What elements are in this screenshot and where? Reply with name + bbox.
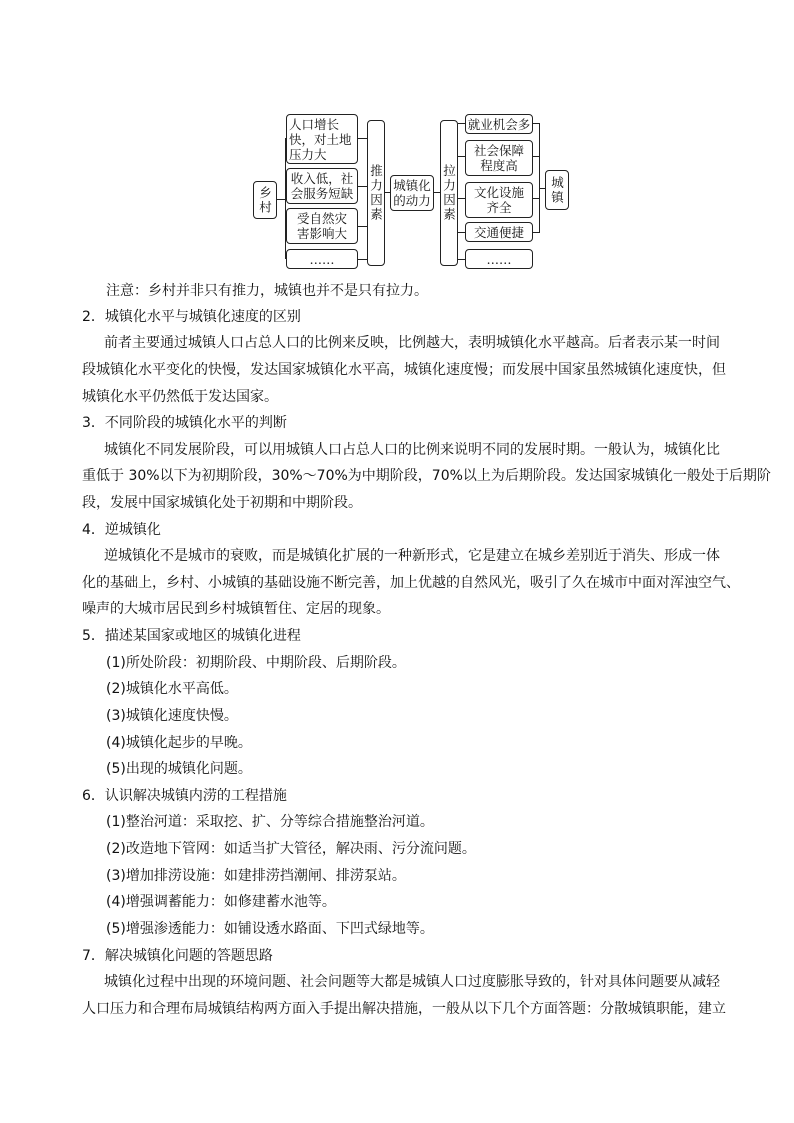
connector-line bbox=[358, 226, 367, 227]
pull-item-security: 社会保障程度高 bbox=[465, 140, 533, 176]
section-3-paragraph-line: 城镇化不同发展阶段，可以用城镇人口占总人口的比例来说明不同的发展时期。一般认为，城镇化比 bbox=[104, 442, 720, 458]
connector-line bbox=[277, 199, 285, 200]
section-6-item: (3)增加排涝设施：如建排涝挡潮闸、排涝泵站。 bbox=[106, 868, 406, 884]
pull-item-transport: 交通便捷 bbox=[465, 222, 533, 242]
pull-item-more: …… bbox=[465, 249, 533, 269]
section-3-paragraph-line: 段，发展中国家城镇化处于初期和中期阶段。 bbox=[82, 495, 362, 511]
push-item-population: 人口增长快，对土地压力大 bbox=[286, 114, 358, 164]
section-7-paragraph-line: 人口压力和合理布局城镇结构两方面入手提出解决措施，一般从以下几个方面答题：分散城镇职能，建立 bbox=[82, 1001, 726, 1017]
push-item-disaster: 受自然灾害影响大 bbox=[286, 208, 358, 244]
section-6-title: 6．认识解决城镇内涝的工程措施 bbox=[82, 788, 287, 804]
urbanization-driving-force-diagram bbox=[0, 0, 794, 275]
note-line: 注意：乡村并非只有推力，城镇也并不是只有拉力。 bbox=[106, 283, 428, 299]
center-driving-force: 城镇化的动力 bbox=[390, 175, 434, 211]
connector-line bbox=[458, 259, 465, 260]
push-factor-label: 推力因素 bbox=[367, 120, 385, 266]
connector-line bbox=[358, 186, 367, 187]
section-6-item: (4)增强调蓄能力：如修建蓄水池等。 bbox=[106, 894, 336, 910]
section-4-paragraph-line: 噪声的大城市居民到乡村城镇暂住、定居的现象。 bbox=[82, 601, 390, 617]
pull-item-culture: 文化设施齐全 bbox=[465, 182, 533, 218]
connector-line bbox=[539, 123, 540, 233]
section-5-item: (2)城镇化水平高低。 bbox=[106, 681, 238, 697]
pull-factor-label: 拉力因素 bbox=[440, 120, 458, 266]
connector-line bbox=[458, 123, 465, 124]
section-2-paragraph-line: 城镇化水平仍然低于发达国家。 bbox=[82, 389, 278, 405]
pull-item-jobs: 就业机会多 bbox=[465, 114, 533, 134]
section-2-title: 2．城镇化水平与城镇化速度的区别 bbox=[82, 309, 301, 325]
section-3-paragraph-line: 重低于 30%以下为初期阶段，30%～70%为中期阶段，70%以上为后期阶段。发达国家城镇化一般处于后期阶 bbox=[82, 468, 771, 484]
push-item-income: 收入低，社会服务短缺 bbox=[286, 168, 358, 204]
section-4-paragraph-line: 化的基础上，乡村、小城镇的基础设施不断完善，加上优越的自然风光，吸引了久在城市中面对浑浊空气、 bbox=[82, 575, 740, 591]
section-5-item: (1)所处阶段：初期阶段、中期阶段、后期阶段。 bbox=[106, 655, 406, 671]
section-2-paragraph-line: 段城镇化水平变化的快慢，发达国家城镇化水平高，城镇化速度慢；而发展中国家虽然城镇化速度快，但 bbox=[82, 362, 726, 378]
rural-box: 乡村 bbox=[253, 181, 277, 219]
section-5-title: 5．描述某国家或地区的城镇化进程 bbox=[82, 628, 301, 644]
section-3-title: 3．不同阶段的城镇化水平的判断 bbox=[82, 415, 287, 431]
section-6-item: (2)改造地下管网：如适当扩大管径，解决雨、污分流问题。 bbox=[106, 841, 476, 857]
section-5-item: (4)城镇化起步的早晚。 bbox=[106, 735, 252, 751]
push-item-more: …… bbox=[286, 249, 358, 269]
section-7-title: 7．解决城镇化问题的答题思路 bbox=[82, 948, 273, 964]
section-6-item: (5)增强渗透能力：如铺设透水路面、下凹式绿地等。 bbox=[106, 921, 434, 937]
connector-line bbox=[458, 156, 465, 157]
section-7-paragraph-line: 城镇化过程中出现的环境问题、社会问题等大都是城镇人口过度膨胀导致的，针对具体问题要从减轻 bbox=[104, 974, 720, 990]
connector-line bbox=[358, 259, 367, 260]
connector-line bbox=[458, 232, 465, 233]
urban-box: 城镇 bbox=[545, 170, 569, 210]
section-5-item: (5)出现的城镇化问题。 bbox=[106, 761, 252, 777]
connector-line bbox=[458, 198, 465, 199]
connector-line bbox=[358, 138, 367, 139]
section-2-paragraph-line: 前者主要通过城镇人口占总人口的比例来反映，比例越大，表明城镇化水平越高。后者表示某一时间 bbox=[104, 335, 720, 351]
section-6-item: (1)整治河道：采取挖、扩、分等综合措施整治河道。 bbox=[106, 814, 434, 830]
section-4-title: 4．逆城镇化 bbox=[82, 522, 161, 538]
section-5-item: (3)城镇化速度快慢。 bbox=[106, 708, 238, 724]
section-4-paragraph-line: 逆城镇化不是城市的衰败，而是城镇化扩展的一种新形式，它是建立在城乡差别近于消失、形成一体 bbox=[104, 548, 720, 564]
